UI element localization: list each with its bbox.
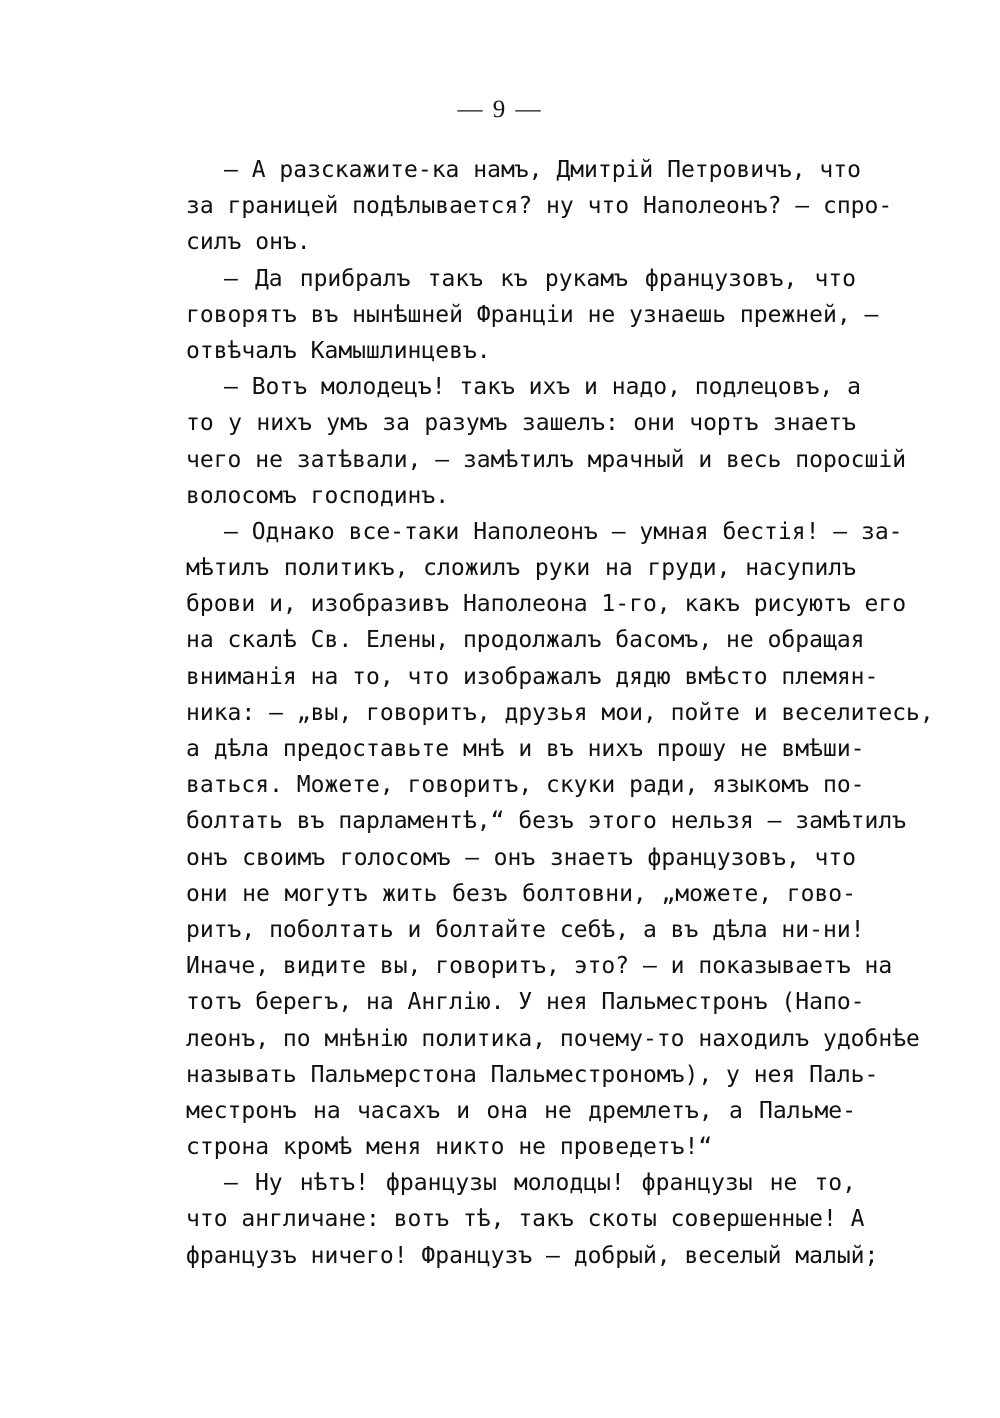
text-line: брови и, изобразивъ Наполеона 1-го, какъ рисуютъ его	[186, 591, 907, 618]
text-line: — Однако все-таки Наполеонъ — умная бестія! — за-	[224, 518, 903, 545]
text-line: — А разскажите-ка намъ, Дмитрій Петровичъ, что	[224, 157, 861, 183]
text-line: ника: — „вы, говоритъ, друзья мои, пойте и веселитесь,	[186, 699, 934, 726]
text-line: ваться. Можете, говоритъ, скуки ради, языкомъ по-	[186, 772, 865, 799]
text-line: а дѣла предоставьте мнѣ и въ нихъ прошу не вмѣши-	[186, 736, 865, 762]
text-line: на скалѣ Св. Елены, продолжалъ басомъ, не обращая	[186, 627, 865, 654]
page-number: — 9 —	[457, 96, 543, 123]
text-line: строна кромѣ меня никто не проведетъ!“	[186, 1134, 713, 1161]
text-line: отвѣчалъ Камышлинцевъ.	[186, 337, 491, 364]
text-line: — Ну нѣтъ! французы молодцы! французы не то,	[224, 1170, 856, 1197]
text-line: чего не затѣвали, — замѣтилъ мрачный и весь поросшій	[186, 446, 907, 473]
text-line: — Вотъ молодецъ! такъ ихъ и надо, подлецовъ, а	[224, 374, 861, 401]
text-line: леонъ, по мнѣнію политика, почему-то находилъ удобнѣе	[186, 1025, 920, 1052]
text-line: называть Пальмерстона Пальместрономъ), у нея Паль-	[186, 1061, 879, 1088]
text-line: они не могутъ жить безъ болтовни, „можете, гово-	[186, 880, 856, 907]
text-line: волосомъ господинъ.	[186, 482, 450, 509]
text-line: французъ ничего! Французъ — добрый, веселый малый;	[186, 1242, 879, 1269]
text-line: — Да прибралъ такъ къ рукамъ французовъ, что	[224, 265, 856, 292]
text-line: болтать въ парламентѣ,“ безъ этого нельзя — замѣтилъ	[186, 808, 907, 835]
text-line: за границей подѣлывается? ну что Наполеонъ? — спро-	[186, 193, 893, 220]
text-line: говорятъ въ нынѣшней Франціи не узнаешь прежней, —	[186, 301, 879, 328]
text-line: местронъ на часахъ и она не дремлетъ, а Пальме-	[186, 1097, 856, 1124]
text-line: тотъ берегъ, на Англію. У нея Пальместронъ (Напо-	[186, 989, 865, 1016]
text-line: Иначе, видите вы, говоритъ, это? — и показываетъ на	[186, 953, 893, 980]
text-line: ритъ, поболтать и болтайте себѣ, а въ дѣла ни-ни!	[186, 916, 865, 943]
text-line: что англичане: вотъ тѣ, такъ скоты совершенные! А	[186, 1206, 865, 1233]
text-line: вниманія на то, что изображалъ дядю вмѣсто племян-	[186, 663, 879, 690]
text-line: мѣтилъ политикъ, сложилъ руки на груди, насупилъ	[186, 555, 856, 582]
text-body	[186, 152, 934, 1274]
text-line: онъ своимъ голосомъ — онъ знаетъ французовъ, что	[186, 844, 856, 871]
text-line: то у нихъ умъ за разумъ зашелъ: они чортъ знаетъ	[186, 410, 856, 437]
text-line: силъ онъ.	[186, 229, 311, 256]
